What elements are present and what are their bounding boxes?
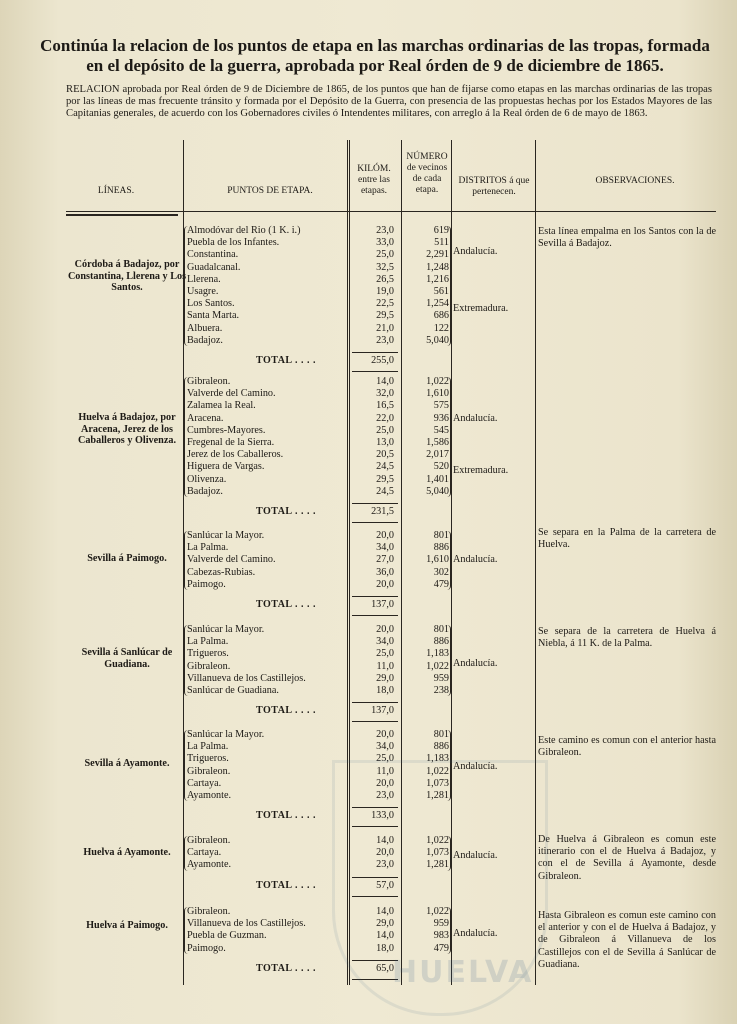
stage-km: 14,0 [376, 835, 394, 846]
stage-km: 22,0 [376, 412, 394, 424]
stage-km: 32,0 [376, 388, 394, 400]
header-rule [66, 211, 716, 212]
header-distritos: DISTRITOS á que pertenecen. [458, 176, 530, 197]
stage-vecinos: 479 [433, 942, 449, 954]
stage-name: Trigueros. [187, 753, 229, 765]
stage-vecinos: 1,401 [426, 473, 449, 485]
stage-name: La Palma. [187, 542, 229, 554]
stage-vecinos: 1,183 [426, 753, 449, 765]
total-value: 231,5 [371, 506, 394, 517]
stage-vecinos: 1,022 [426, 835, 449, 846]
stage-km: 23,0 [376, 790, 394, 801]
stage-vecinos: 801 [433, 729, 449, 740]
line-name: Sevilla á Sanlúcar de Guadiana. [81, 647, 173, 670]
stage-vecinos: 1,586 [426, 437, 449, 448]
total-value: 133,0 [371, 810, 394, 822]
header-vecinos: NÚMERO de vecinos de cada etapa. [406, 152, 448, 195]
stage-vecinos: 801 [433, 530, 449, 541]
total-label: TOTAL . . . . [256, 879, 317, 891]
stage-km: 25,0 [376, 648, 394, 660]
stage-vecinos: 479 [433, 578, 449, 590]
stage-name: Cartaya. [187, 847, 222, 859]
stage-name: Valverde del Camino. [187, 554, 276, 566]
total-label: TOTAL . . . . [256, 355, 317, 366]
km-rule-bottom [352, 721, 398, 722]
stage-km: 27,0 [376, 554, 394, 566]
stage-km: 32,5 [376, 261, 394, 273]
stage-vecinos: 1,022 [426, 765, 449, 777]
stage-name: Usagre. [187, 286, 219, 297]
district-label: Andalucía. [453, 412, 498, 424]
stage-name: Paimogo. [187, 942, 226, 954]
stage-km: 36,0 [376, 566, 394, 578]
stage-name: Paimogo. [187, 578, 226, 590]
stage-name: Aracena. [187, 412, 224, 424]
stage-km: 20,0 [376, 578, 394, 590]
stage-name: Cumbres-Mayores. [187, 424, 266, 436]
observation-note: Se separa de la carretera de Huelva á Niebla, á 11 K. de la Palma. [538, 626, 716, 650]
stage-km: 29,0 [376, 918, 394, 930]
observation-note: Este camino es comun con el anterior hasta Gibraleon. [538, 735, 716, 759]
stage-vecinos: 511 [434, 237, 449, 249]
watermark-text: HUELVA [392, 955, 534, 990]
stage-name: Gibraleon. [187, 906, 231, 917]
stage-name: Olivenza. [187, 473, 227, 485]
header-lineas: LÍNEAS. [97, 186, 135, 196]
stage-vecinos: 1,254 [426, 298, 449, 310]
stage-name: Jerez de los Caballeros. [187, 449, 284, 461]
stage-vecinos: 1,248 [426, 261, 449, 273]
observation-note: Esta línea empalma en los Santos con la de Sevilla á Badajoz. [538, 226, 716, 250]
stage-name: La Palma. [187, 636, 229, 648]
stage-km: 19,0 [376, 286, 394, 297]
stage-vecinos: 1,610 [426, 554, 449, 566]
stage-name: Cabezas-Rubias. [187, 566, 256, 578]
km-rule-bottom [352, 522, 398, 523]
stage-name: Badajoz. [187, 485, 223, 497]
stage-vecinos: 1,216 [426, 273, 449, 285]
stage-km: 34,0 [376, 636, 394, 648]
line-name: Sevilla á Paimogo. [87, 553, 167, 564]
km-rule [352, 352, 398, 353]
line-name: Huelva á Paimogo. [86, 920, 168, 931]
observation-note: De Huelva á Gibraleon es comun este itinerario con el de Huelva á Badajoz, y con el de Sevilla á Ayamonte, desde Gibraleon. [538, 834, 716, 882]
stage-vecinos: 1,073 [426, 777, 449, 789]
stage-km: 34,0 [376, 542, 394, 554]
stage-vecinos: 1,281 [426, 790, 449, 801]
stage-vecinos: 2,291 [426, 249, 449, 261]
district-label: Andalucía. [453, 245, 498, 257]
total-label: TOTAL . . . . [256, 810, 317, 822]
header-kilom: KILÓM. entre las etapas. [357, 164, 391, 196]
stage-name: Gibraleon. [187, 660, 231, 672]
stage-vecinos: 936 [433, 412, 449, 424]
line-name: Sevilla á Ayamonte. [84, 758, 170, 769]
stage-vecinos: 1,610 [426, 388, 449, 400]
stage-km: 23,0 [376, 334, 394, 346]
stage-vecinos: 122 [433, 322, 449, 334]
district-label: Extremadura. [453, 303, 509, 315]
stage-name: Valverde del Camino. [187, 388, 276, 400]
stage-name: Gibraleon. [187, 835, 231, 846]
total-value: 255,0 [371, 355, 394, 366]
stage-name: Villanueva de los Castillejos. [187, 672, 306, 684]
district-label: Andalucía. [453, 760, 498, 772]
stage-name: Zalamea la Real. [187, 400, 256, 412]
total-label: TOTAL . . . . [256, 705, 317, 717]
stage-km: 23,0 [376, 859, 394, 871]
stage-km: 21,0 [376, 322, 394, 334]
stage-vecinos: 1,073 [426, 847, 449, 859]
district-label: Andalucía. [453, 927, 498, 939]
stage-vecinos: 302 [433, 566, 449, 578]
stage-km: 20,0 [376, 777, 394, 789]
line-name: Huelva á Ayamonte. [83, 847, 171, 858]
stage-name: Badajoz. [187, 334, 223, 346]
stage-vecinos: 686 [433, 310, 449, 322]
stage-vecinos: 801 [433, 624, 449, 635]
observation-note: Hasta Gibraleon es comun este camino con el anterior y con el de Huelva á Badajoz, y de Gibraleon á Villanueva de los Castillejos con el de Sevilla á Sanlúcar de Guadiana. [538, 910, 716, 970]
stage-name: Puebla de los Infantes. [187, 237, 280, 249]
document-title: Continúa la relacion de los puntos de etapa en las marchas ordinarias de las tropas, formada en el depósito de la guerra, aprobada por Real órden de 9 de diciembre de 1865. [40, 36, 710, 75]
stage-km: 25,0 [376, 753, 394, 765]
stage-km: 18,0 [376, 942, 394, 954]
header-observaciones: OBSERVACIONES. [595, 176, 675, 186]
km-rule-bottom [352, 371, 398, 372]
stage-vecinos: 561 [433, 286, 449, 297]
stage-vecinos: 959 [433, 918, 449, 930]
stage-km: 23,0 [376, 225, 394, 236]
stage-km: 11,0 [376, 765, 394, 777]
km-rule [352, 503, 398, 504]
km-rule [352, 702, 398, 703]
stage-vecinos: 959 [433, 672, 449, 684]
stage-km: 16,5 [376, 400, 394, 412]
total-value: 65,0 [376, 962, 394, 974]
stage-name: Cartaya. [187, 777, 222, 789]
stage-km: 33,0 [376, 237, 394, 249]
stage-name: Constantina. [187, 249, 239, 261]
stage-name: Higuera de Vargas. [187, 461, 265, 473]
stage-km: 25,0 [376, 249, 394, 261]
stage-name: Sanlúcar la Mayor. [187, 530, 265, 541]
stage-vecinos: 983 [433, 930, 449, 942]
total-label: TOTAL . . . . [256, 962, 317, 974]
stage-vecinos: 2,017 [426, 449, 449, 461]
stage-vecinos: 1,281 [426, 859, 449, 871]
stage-km: 14,0 [376, 930, 394, 942]
stage-name: Sanlúcar de Guadiana. [187, 685, 279, 696]
stage-km: 20,0 [376, 847, 394, 859]
stage-vecinos: 886 [433, 741, 449, 753]
stage-vecinos: 619 [433, 225, 449, 236]
stage-name: Ayamonte. [187, 790, 232, 801]
stage-vecinos: 545 [433, 424, 449, 436]
district-label: Andalucía. [453, 554, 498, 566]
stage-name: Gibraleon. [187, 376, 231, 387]
stage-vecinos: 5,040 [426, 334, 449, 346]
stage-name: Llerena. [187, 273, 221, 285]
km-rule-bottom [352, 615, 398, 616]
stage-name: Almodóvar del Rio (1 K. i.) [187, 225, 301, 236]
stage-km: 13,0 [376, 437, 394, 448]
line-name: Huelva á Badajoz, por Aracena, Jerez de los Caballeros y Olivenza. [77, 412, 176, 447]
stage-km: 22,5 [376, 298, 394, 310]
stage-name: Santa Marta. [187, 310, 240, 322]
stage-km: 26,5 [376, 273, 394, 285]
stage-name: Ayamonte. [187, 859, 232, 871]
district-label: Extremadura. [453, 465, 509, 477]
stage-name: Villanueva de los Castillejos. [187, 918, 306, 930]
total-value: 137,0 [371, 705, 394, 717]
km-rule [352, 596, 398, 597]
header-rule-lineas [66, 214, 178, 216]
stage-name: La Palma. [187, 741, 229, 753]
header-puntos: PUNTOS DE ETAPA. [227, 186, 313, 196]
observation-note: Se separa en la Palma de la carretera de Huelva. [538, 527, 716, 551]
stage-km: 18,0 [376, 685, 394, 696]
total-value: 57,0 [376, 879, 394, 891]
stage-vecinos: 886 [433, 636, 449, 648]
stage-name: Sanlúcar la Mayor. [187, 729, 265, 740]
stage-km: 11,0 [376, 660, 394, 672]
stage-vecinos: 1,022 [426, 906, 449, 917]
stage-vecinos: 1,022 [426, 660, 449, 672]
line-name: Córdoba á Badajoz, por Constantina, Llerena y Los Santos. [67, 259, 187, 294]
stage-name: Trigueros. [187, 648, 229, 660]
stage-km: 14,0 [376, 376, 394, 387]
stage-vecinos: 575 [433, 400, 449, 412]
stage-vecinos: 886 [433, 542, 449, 554]
stage-name: Gibraleon. [187, 765, 231, 777]
district-label: Andalucía. [453, 658, 498, 670]
stage-km: 29,5 [376, 473, 394, 485]
stage-name: Guadalcanal. [187, 261, 241, 273]
stage-km: 25,0 [376, 424, 394, 436]
intro-paragraph: RELACION aprobada por Real órden de 9 de Diciembre de 1865, de los puntos que han de fijarse como etapas en las marchas ordinarias de las tropas por las líneas de mas frecuente tránsito y formada por el Depósito de la Guerra, con presencia de las propuestas hechas por los Estados Mayores de las Capitanias generales, de acuerdo con los Gobernadores civiles ó Intendentes militares, con arreglo á la Real órden de 6 de mayo de 1863. [66, 84, 712, 120]
stage-name: Albuera. [187, 322, 223, 334]
stage-km: 20,0 [376, 530, 394, 541]
total-label: TOTAL . . . . [256, 506, 317, 517]
district-label: Andalucía. [453, 849, 498, 861]
stage-vecinos: 238 [433, 685, 449, 696]
stage-name: Sanlúcar la Mayor. [187, 624, 265, 635]
stage-km: 20,5 [376, 449, 394, 461]
stage-km: 29,0 [376, 672, 394, 684]
stage-km: 20,0 [376, 729, 394, 740]
total-value: 137,0 [371, 599, 394, 610]
stage-vecinos: 1,022 [426, 376, 449, 387]
stage-km: 24,5 [376, 461, 394, 473]
stage-km: 29,5 [376, 310, 394, 322]
stage-km: 24,5 [376, 485, 394, 497]
stage-name: Fregenal de la Sierra. [187, 437, 275, 448]
stage-km: 34,0 [376, 741, 394, 753]
stage-km: 20,0 [376, 624, 394, 635]
total-label: TOTAL . . . . [256, 599, 317, 610]
stage-vecinos: 1,183 [426, 648, 449, 660]
stage-vecinos: 5,040 [426, 485, 449, 497]
stage-vecinos: 520 [433, 461, 449, 473]
stage-km: 14,0 [376, 906, 394, 917]
stage-name: Puebla de Guzman. [187, 930, 267, 942]
stage-name: Los Santos. [187, 298, 235, 310]
